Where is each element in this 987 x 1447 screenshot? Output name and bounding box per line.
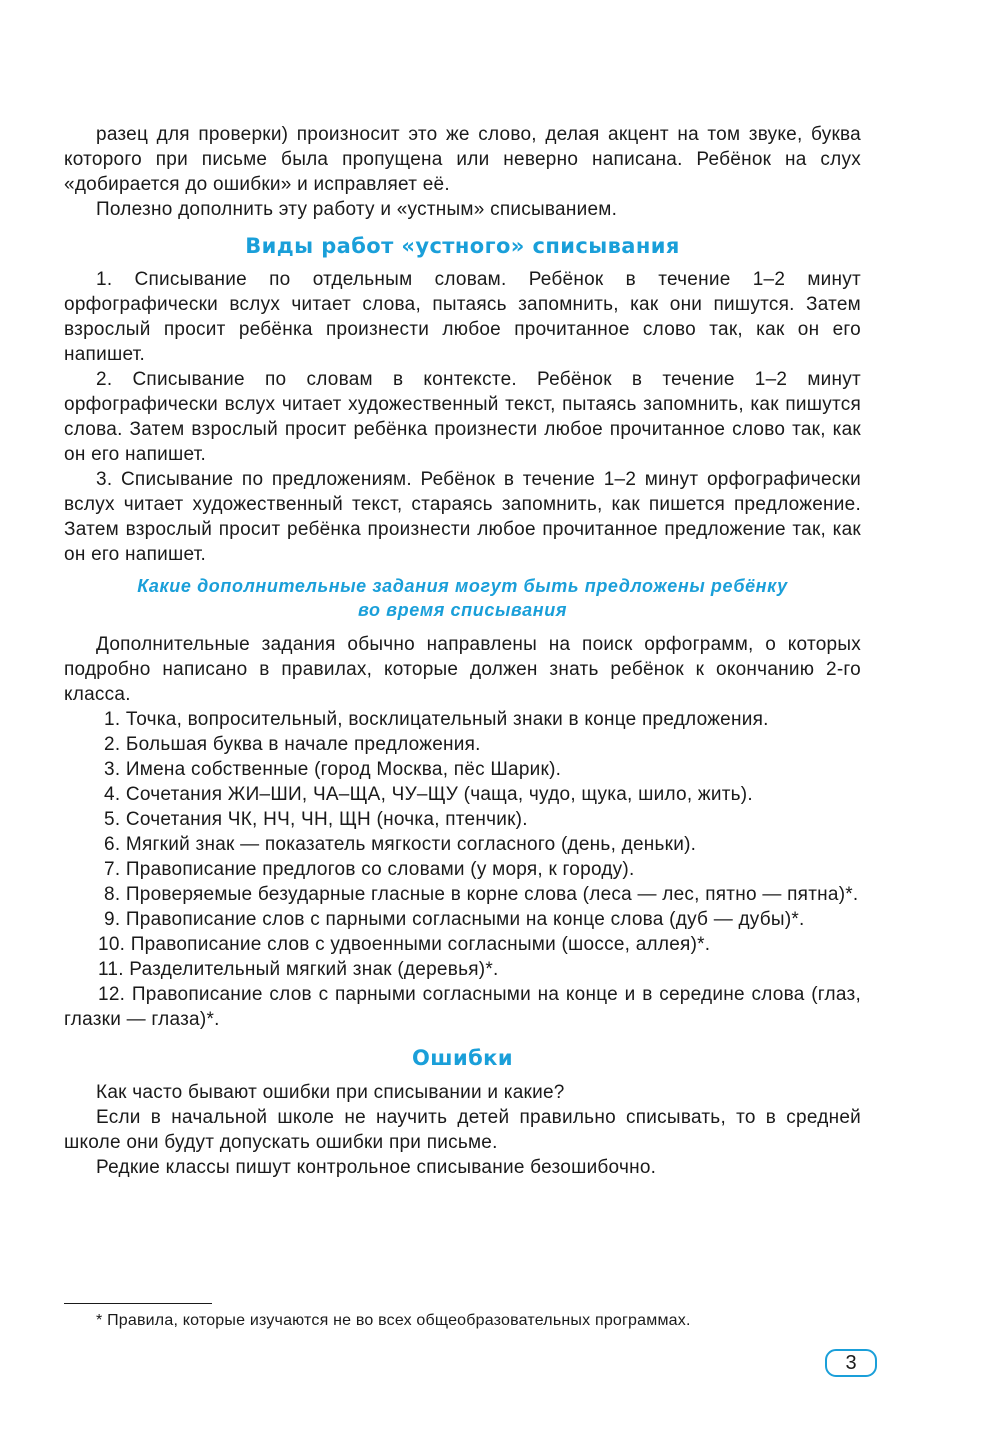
footnote: * Правила, которые изучаются не во всех общеобразовательных программах. [96,1312,691,1329]
section-title-line: во время списывания [357,600,568,620]
page-number: 3 [825,1349,877,1377]
section-title-additional-tasks [64,574,861,622]
intro-paragraph: разец для проверки) произносит это же слово, делая акцент на том звуке, буква которого при письме была пропущена или неверно написана. Ребёнок на слух «добирается до ошибки» и исправляет её. [64,124,861,195]
list-item: 12. Правописание слов с парными согласными на конце и в середине слова (глаз, глазки — глаза)*. [64,984,861,1030]
errors-paragraph: Если в начальной школе не научить детей правильно списывать, то в средней школе они будут допускать ошибки при письме. [64,1107,861,1153]
list-item: 9. Правописание слов с парными согласными на конце слова (дуб — дубы)*. [104,909,805,930]
section-title-line: Какие дополнительные задания могут быть предложены ребёнку [137,576,788,596]
section-intro: Дополнительные задания обычно направлены на поиск орфограмм, о которых подробно написано в правилах, которые должен знать ребёнок к окончанию 2-го класса. [64,634,861,705]
list-item: 1. Точка, вопросительный, восклицательный знаки в конце предложения. [104,709,769,730]
intro-paragraph: Полезно дополнить эту работу и «устным» списыванием. [96,199,618,220]
list-item: 2. Списывание по словам в контексте. Ребёнок в течение 1–2 минут орфографически вслух читает художественный текст, пытаясь запомнить, как пишутся слова. Затем взрослый просит ребёнка произнести любое прочитанное слово так, как он его напишет. [64,369,861,465]
footnote-divider [64,1303,212,1304]
list-item: 8. Проверяемые безударные гласные в корне слова (леса — лес, пятно — пятна)*. [104,884,859,905]
errors-paragraph: Как часто бывают ошибки при списывании и какие? [96,1082,565,1103]
list-item: 1. Списывание по отдельным словам. Ребёнок в течение 1–2 минут орфографически вслух читает слова, пытаясь запомнить, как они пишутся. Затем взрослый просит ребёнка произнести любое прочитанное слово так, как он его напишет. [64,269,861,365]
list-item: 7. Правописание предлогов со словами (у моря, к городу). [104,859,635,880]
errors-paragraph: Редкие классы пишут контрольное списывание безошибочно. [96,1157,657,1178]
list-item: 4. Сочетания ЖИ–ШИ, ЧА–ЩА, ЧУ–ЩУ (чаща, чудо, щука, шило, жить). [104,784,753,805]
list-item: 11. Разделительный мягкий знак (деревья)*. [98,959,499,980]
list-item: 10. Правописание слов с удвоенными согласными (шоссе, аллея)*. [98,934,711,955]
section-title-oral-copying: Виды работ «устного» списывания [245,234,680,258]
section-title-errors: Ошибки [412,1046,513,1070]
list-item: 5. Сочетания ЧК, НЧ, ЧН, ЩН (ночка, птенчик). [104,809,528,830]
list-item: 6. Мягкий знак — показатель мягкости согласного (день, деньки). [104,834,697,855]
list-item: 3. Списывание по предложениям. Ребёнок в течение 1–2 минут орфографически вслух читает художественный текст, стараясь запомнить, как пишется предложение. Затем взрослый просит ребёнка произнести любое прочитанное предложение так, как он его напишет. [64,469,861,565]
list-item: 3. Имена собственные (город Москва, пёс Шарик). [104,759,562,780]
list-item: 2. Большая буква в начале предложения. [104,734,481,755]
page-content [64,122,861,1180]
